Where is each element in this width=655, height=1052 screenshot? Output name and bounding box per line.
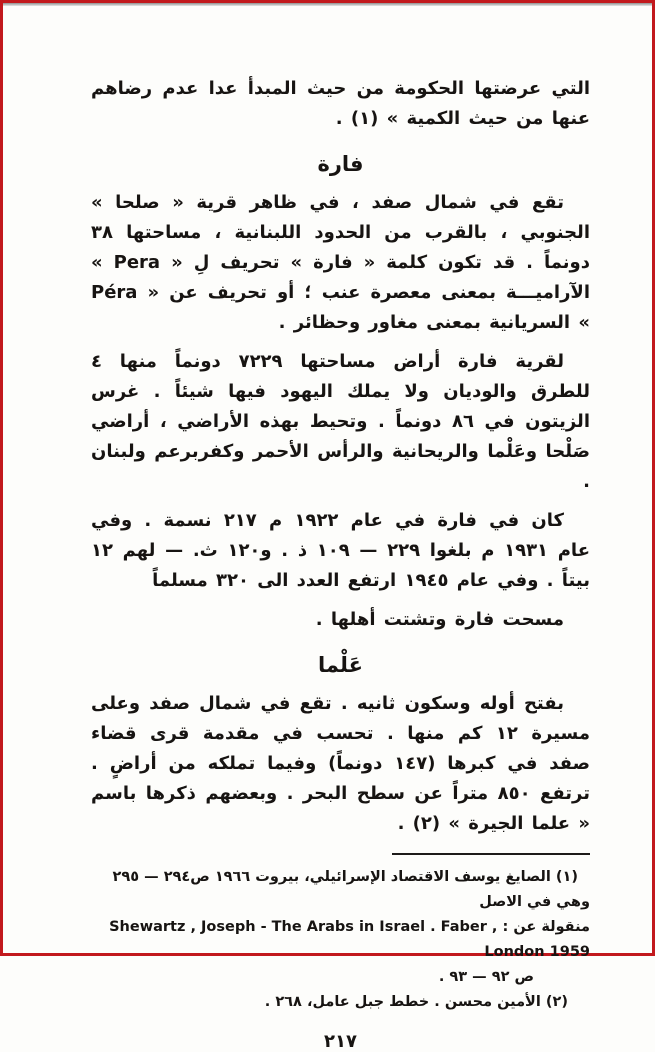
page-content bbox=[91, 74, 590, 1052]
body-paragraph: كان في فارة في عام ١٩٢٢ م ٢١٧ نسمة . وفي عام ١٩٣١ م بلغوا ٢٢٩ — ١٠٩ ذ . و١٢٠ ث. — لهم ١٢ بيتاً . وفي عام ١٩٤٥ ارتفع العدد الى ٣٢٠ مسلماً bbox=[91, 510, 590, 591]
page-number: ٢١٧ bbox=[324, 1031, 357, 1052]
body-paragraph: مسحت فارة وتشتت أهلها . bbox=[315, 609, 564, 630]
continuation-paragraph: التي عرضتها الحكومة من حيث المبدأ عدا عدم رضاهم عنها من حيث الكمية » (١) . bbox=[91, 78, 590, 129]
footnotes bbox=[91, 865, 590, 1015]
body-paragraph: بفتح أوله وسكون ثانيه . تقع في شمال صفد وعلى مسيرة ١٢ كم منها . تحسب في مقدمة قرى قضاء صفد في كبرها (١٤٧ دونماً) وفيما تملكه من أراضٍ . ترتفع ٨٥٠ متراً عن سطح البحر . وبعضهم ذكرها باسم « علما الجيرة » (٢) . bbox=[91, 693, 591, 834]
body-paragraph: تقع في شمال صفد ، في ظاهر قرية « صلحا » الجنوبي ، بالقرب من الحدود اللبنانية ، مساحتها ٣٨ دونماً . قد تكون كلمة « فارة » تحريف لِ « Pera » الآراميـــة بمعنى معصرة عنب ؛ أو تحريف عن « Péra » السريانية بمعنى مغاور وحظائر . bbox=[91, 192, 590, 333]
section-heading-fara: فارة bbox=[317, 152, 364, 176]
footnote-line: ص ٩٢ — ٩٣ . bbox=[438, 969, 534, 985]
body-paragraph: لقرية فارة أراض مساحتها ٧٢٢٩ دونماً منها ٤ للطرق والوديان ولا يملك اليهود فيها شيئاً . غرس الزيتون في ٨٦ دونماً . وتحيط بهذه الأراضي ، أراضي صَلْحا وعَلْما والريحانية والرأس الأحمر وكفربرعم ولبنان . bbox=[91, 351, 590, 492]
section-heading-alma: عَلْما bbox=[318, 653, 363, 677]
footnote-line-latin-source: منقولة عن : Shewartz , Joseph - The Arabs in Israel . Faber , London 1959 bbox=[109, 919, 590, 960]
footnote-separator bbox=[392, 853, 590, 855]
footnote-line: (١) الصايغ يوسف الاقتصاد الإسرائيلي، بيروت ١٩٦٦ ص٢٩٤ — ٢٩٥ وهي في الاصل bbox=[112, 869, 590, 910]
footnote-line: (٢) الأمين محسن . خطط جبل عامل، ٢٦٨ . bbox=[264, 994, 568, 1010]
scan-top-shadow bbox=[3, 3, 652, 6]
